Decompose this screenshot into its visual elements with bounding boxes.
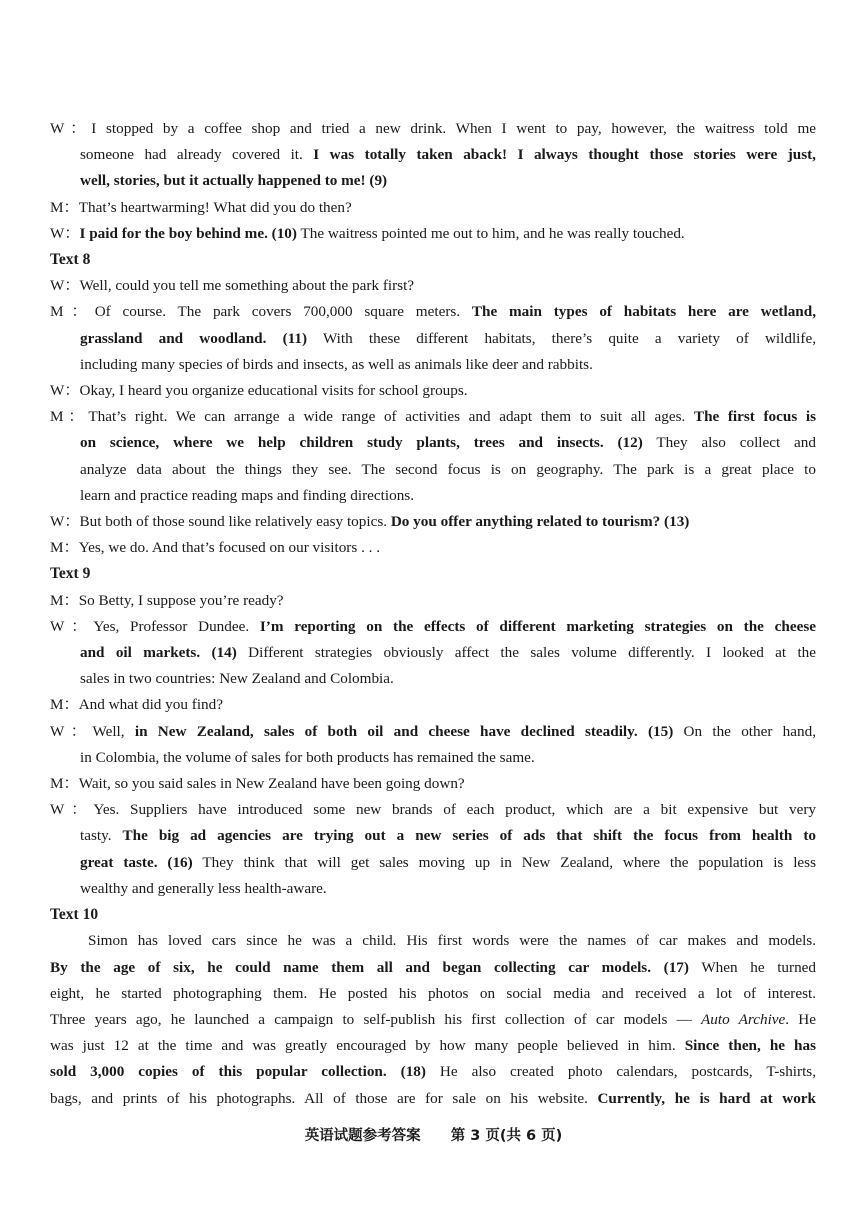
text-line (50, 404, 816, 430)
text-run: analyze data about the things they see. The second focus is on geography. The park is a great place to (80, 460, 816, 478)
answer-highlight: on science, where we help children study plants, trees and insects. (12) (80, 434, 643, 452)
text-run: M： (50, 198, 79, 216)
text-run: in Colombia, the volume of sales for both products has remained the same. (80, 748, 535, 766)
page-footer (0, 1124, 867, 1145)
text-run: They think that will get sales moving up in New Zealand, where the population is less (192, 853, 816, 871)
section (50, 902, 816, 1112)
text-run: wealthy and generally less health-aware. (80, 879, 327, 897)
text-run: That’s heartwarming! What did you do then? (78, 198, 352, 216)
text-line (50, 797, 816, 823)
text-run: W： (50, 513, 80, 531)
text-run: . He (785, 1010, 816, 1028)
title-italic: Auto Archive (701, 1010, 786, 1028)
text-line (50, 142, 816, 168)
text-line (50, 745, 816, 771)
text-run: M： (50, 775, 79, 793)
text-run: M： (50, 591, 79, 609)
text-run: On the other hand, (673, 722, 816, 740)
text-run: W： (50, 277, 80, 295)
text-line (50, 876, 816, 902)
text-run: The waitress pointed me out to him, and he was really touched. (296, 224, 685, 242)
text-line (50, 666, 816, 692)
text-run: W： (50, 801, 94, 819)
text-line (50, 640, 816, 666)
answer-highlight: sold 3,000 copies of this popular collection. (18) (50, 1063, 426, 1081)
text-run: Well, (92, 722, 135, 740)
text-run: M： (50, 303, 95, 321)
text-run: Okay, I heard you organize educational visits for school groups. (79, 382, 468, 400)
text-run: eight, he started photographing them. He posted his photos on social media and received a lot of interest. (50, 984, 816, 1002)
text-line (50, 457, 816, 483)
text-run: And what did you find? (78, 696, 223, 714)
text-run: W： (50, 722, 93, 740)
answer-highlight: The first focus is (693, 408, 816, 426)
text-line (50, 1033, 816, 1059)
text-line (50, 430, 816, 456)
text-run: sales in two countries: New Zealand and Colombia. (80, 670, 394, 688)
text-run: W： (50, 120, 92, 137)
answer-key-text (50, 116, 816, 1112)
text-run: But both of those sound like relatively easy topics. (79, 513, 391, 531)
section-heading: Text 10 (50, 906, 99, 924)
text-run: M： (50, 696, 79, 714)
text-run: With these different habitats, there’s quite a variety of wildlife, (307, 329, 816, 347)
answer-highlight: grassland and woodland. (11) (80, 329, 308, 347)
answer-highlight: I’m reporting on the effects of different marketing strategies on the cheese (259, 617, 816, 635)
footer-page-number: 第 3 页(共 6 页) (450, 1128, 563, 1144)
text-run: was just 12 at the time and was greatly encouraged by how many people believed in him. (50, 1037, 685, 1055)
answer-highlight: I paid for the boy behind me. (10) (79, 224, 297, 242)
text-run: W： (50, 617, 94, 635)
text-line (50, 981, 816, 1007)
text-line (50, 483, 816, 509)
section-heading: Text 8 (50, 251, 91, 269)
text-run: Wait, so you said sales in New Zealand have been going down? (78, 775, 465, 793)
text-run: Three years ago, he launched a campaign to self-publish his first collection of car models — (50, 1010, 702, 1028)
text-line (50, 299, 816, 325)
text-line (50, 823, 816, 849)
text-run: So Betty, I suppose you’re ready? (78, 591, 284, 609)
text-line (50, 955, 816, 981)
answer-highlight: I was totally taken aback! I always thought those stories were just, (313, 146, 816, 164)
text-run: Yes. Suppliers have introduced some new brands of each product, which are a bit expensive but very (93, 801, 816, 819)
text-line (50, 221, 816, 247)
text-line (50, 719, 816, 745)
text-line (50, 928, 816, 954)
text-run: learn and practice reading maps and finding directions. (80, 486, 414, 504)
text-run: M： (50, 539, 79, 557)
text-run: tasty. (80, 827, 123, 845)
text-run: Yes, Professor Dundee. (93, 617, 260, 635)
text-run: Simon has loved cars since he was a child. His first words were the names of car makes and models. (88, 932, 816, 950)
answer-highlight: Since then, he has (684, 1037, 816, 1055)
answer-highlight: well, stories, but it actually happened to me! (9) (80, 172, 388, 190)
text-run: W： (50, 224, 80, 242)
text-line (50, 326, 816, 352)
text-run: M： (50, 408, 89, 426)
text-run: He also created photo calendars, postcards, T-shirts, (425, 1063, 816, 1081)
text-run: someone had already covered it. (80, 146, 314, 164)
text-line (50, 1086, 816, 1112)
text-run: They also collect and (642, 434, 816, 452)
text-line (50, 195, 816, 221)
section (50, 116, 816, 247)
text-line (50, 168, 816, 194)
text-line (50, 614, 816, 640)
text-line (50, 535, 816, 561)
text-run: That’s right. We can arrange a wide range of activities and adapt them to suit all ages. (88, 408, 694, 426)
text-run: Yes, we do. And that’s focused on our visitors . . . (78, 539, 381, 557)
answer-highlight: in New Zealand, sales of both oil and cheese have declined steadily. (15) (134, 722, 674, 740)
text-line (50, 1007, 816, 1033)
section (50, 247, 816, 561)
section (50, 561, 816, 902)
text-run: bags, and prints of his photographs. All of those are for sale on his website. (50, 1089, 598, 1107)
text-line (50, 588, 816, 614)
text-line (50, 378, 816, 404)
text-line (50, 116, 816, 142)
text-line (50, 692, 816, 718)
answer-highlight: By the age of six, he could name them all and began collecting car models. (17) (50, 958, 689, 976)
text-run: I stopped by a coffee shop and tried a new drink. When I went to pay, however, the waitress told me (91, 120, 817, 137)
text-run: including many species of birds and insects, as well as animals like deer and rabbits. (80, 355, 593, 373)
text-line (50, 850, 816, 876)
answer-highlight: The main types of habitats here are wetland, (471, 303, 816, 321)
text-run: Of course. The park covers 700,000 square meters. (94, 303, 472, 321)
answer-highlight: great taste. (16) (80, 853, 193, 871)
text-line (50, 509, 816, 535)
text-run: W： (50, 382, 80, 400)
footer-title: 英语试题参考答案 (304, 1128, 421, 1144)
text-run: Different strategies obviously affect the sales volume differently. I looked at the (236, 644, 816, 662)
text-run: When he turned (688, 958, 817, 976)
answer-highlight: The big ad agencies are trying out a new series of ads that shift the focus from health to (122, 827, 816, 845)
section-heading: Text 9 (50, 565, 91, 583)
answer-highlight: Currently, he is hard at work (597, 1089, 816, 1107)
text-run: Well, could you tell me something about the park first? (79, 277, 415, 295)
text-line (50, 273, 816, 299)
answer-highlight: and oil markets. (14) (80, 644, 237, 662)
text-line (50, 771, 816, 797)
text-line (50, 352, 816, 378)
text-line (50, 1059, 816, 1085)
answer-highlight: Do you offer anything related to tourism? (13) (390, 513, 690, 531)
